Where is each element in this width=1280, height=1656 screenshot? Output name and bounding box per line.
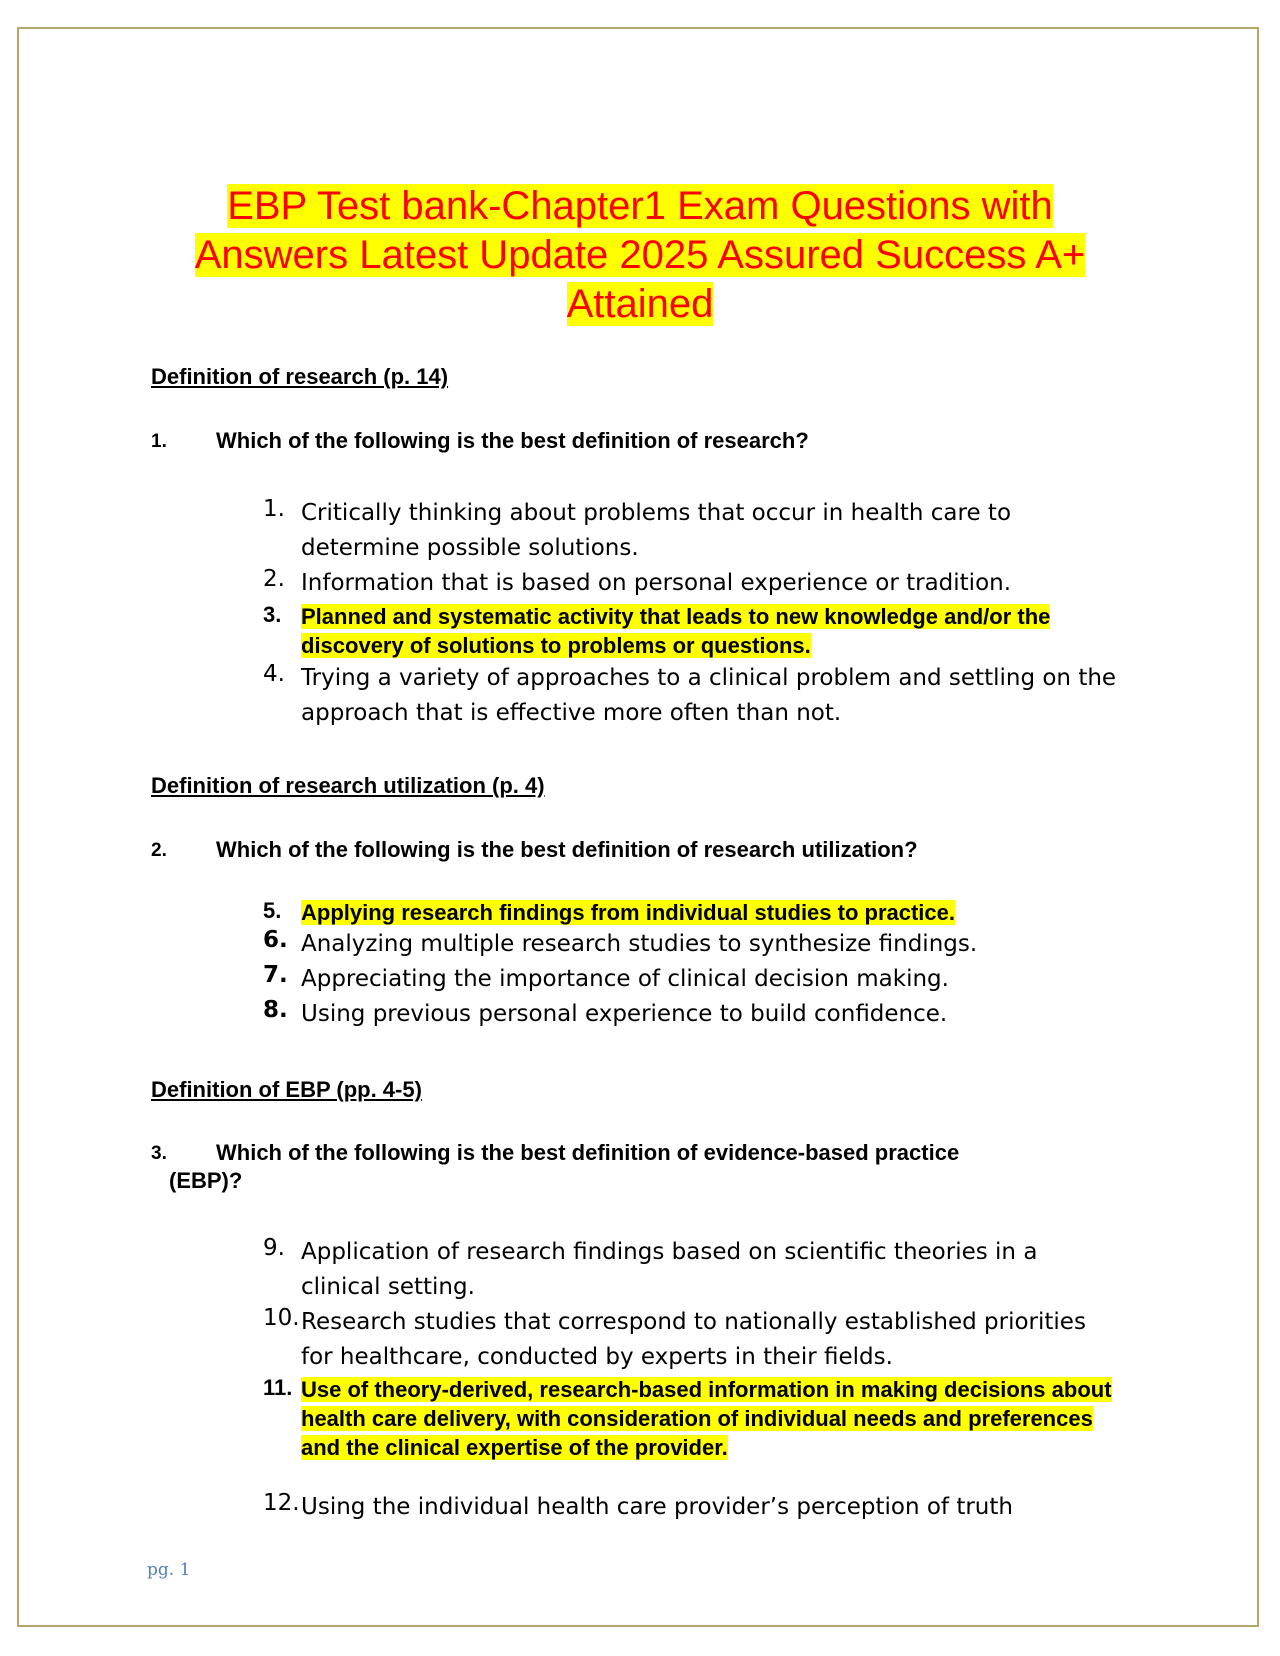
answer-option-correct (263, 898, 1123, 927)
section-heading-research-utilization: Definition of research utilization (p. 4) (151, 773, 545, 798)
option-text: Application of research findings based on scientific theories in a clinical setting. (301, 1239, 1038, 1300)
option-text: Using the individual health care provider’s perception of truth (301, 1494, 1013, 1520)
option-text-highlighted: Planned and systematic activity that leads to new knowledge and/or the discovery of solutions to problems or questions. (301, 604, 1051, 658)
option-text: Appreciating the importance of clinical decision making. (301, 966, 949, 992)
answer-option (263, 1235, 1123, 1305)
question-text: Which of the following is the best definition of research? (216, 428, 809, 453)
question-text: Which of the following is the best definition of research utilization? (216, 837, 918, 862)
option-number: 7. (263, 962, 288, 988)
question-number: 1. (151, 431, 167, 452)
option-number: 2. (263, 566, 285, 592)
section-heading-research: Definition of research (p. 14) (151, 364, 449, 389)
answer-option (263, 566, 1123, 601)
answer-option (263, 1490, 1123, 1525)
question-number: 2. (151, 840, 167, 861)
option-text: Trying a variety of approaches to a clinical problem and settling on the approach that is effective more often than not. (301, 665, 1117, 726)
option-number: 1. (263, 496, 285, 522)
question-text: Which of the following is the best definition of evidence-based practice (216, 1140, 960, 1165)
answer-option-correct (263, 602, 1123, 660)
document-title: EBP Test bank-Chapter1 Exam Questions with Answers Latest Update 2025 Assured Success A+ Attained (194, 184, 1086, 326)
question-text-continued: (EBP)? (169, 1168, 243, 1193)
answer-option (263, 661, 1123, 731)
question-number: 3. (151, 1143, 167, 1164)
option-text-highlighted: Use of theory-derived, research-based information in making decisions about health care delivery, with consideration of individual needs and preferences and the clinical expertise of the provider. (301, 1377, 1112, 1460)
option-text: Research studies that correspond to nationally established priorities for healthcare, conducted by experts in their fields. (301, 1309, 1086, 1370)
option-text: Information that is based on personal experience or tradition. (301, 570, 1012, 596)
option-text-highlighted: Applying research findings from individual studies to practice. (301, 900, 956, 925)
option-text: Using previous personal experience to build confidence. (301, 1001, 948, 1027)
option-number: 12. (263, 1490, 300, 1516)
answer-option (263, 962, 1123, 997)
option-number: 11. (263, 1375, 293, 1400)
option-number: 4. (263, 661, 285, 687)
option-number: 10. (263, 1305, 300, 1331)
option-number: 9. (263, 1235, 285, 1261)
answer-option (263, 496, 1123, 566)
answer-option (263, 1305, 1123, 1375)
answer-option-correct (263, 1375, 1123, 1462)
option-text: Analyzing multiple research studies to synthesize findings. (301, 931, 978, 957)
option-number: 5. (263, 898, 282, 923)
section-heading-ebp: Definition of EBP (pp. 4-5) (151, 1077, 422, 1102)
answer-option (263, 997, 1123, 1032)
option-number: 6. (263, 927, 288, 953)
page-number: pg. 1 (147, 1560, 191, 1580)
option-number: 3. (263, 602, 282, 627)
answer-option (263, 927, 1123, 962)
option-number: 8. (263, 997, 288, 1023)
option-text: Critically thinking about problems that occur in health care to determine possible solutions. (301, 500, 1012, 561)
